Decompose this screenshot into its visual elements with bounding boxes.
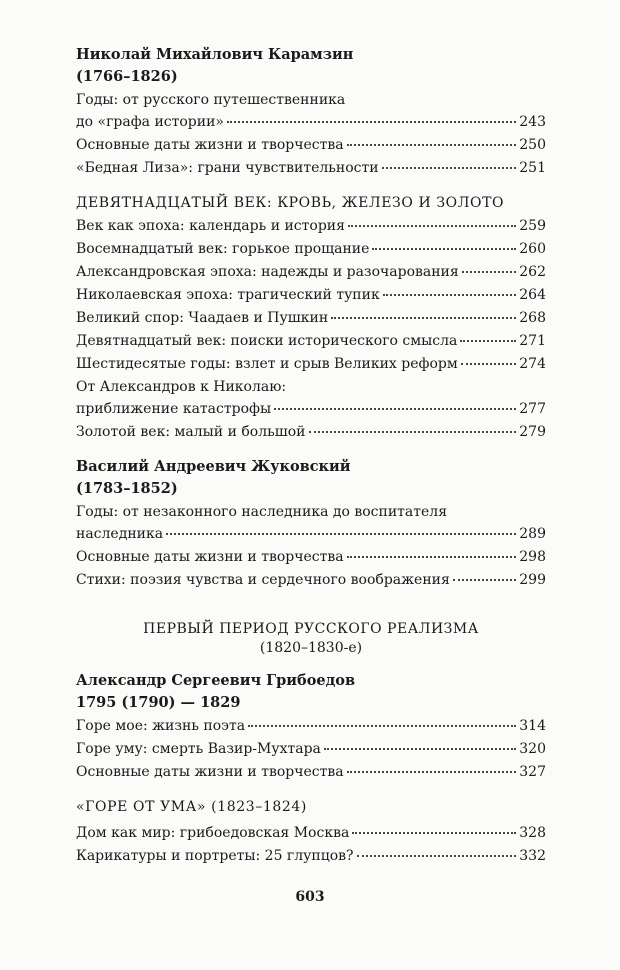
toc-entry[interactable] xyxy=(76,376,546,420)
dot-leader xyxy=(248,724,516,727)
author-years: 1795 (1790) — 1829 xyxy=(76,694,241,711)
toc-entry[interactable] xyxy=(76,330,546,352)
author-years: (1783–1852) xyxy=(76,480,178,497)
entry-page: 274 xyxy=(519,356,546,372)
section-heading: ДЕВЯТНАДЦАТЫЙ ВЕК: КРОВЬ, ЖЕЛЕЗО И ЗОЛОТО xyxy=(76,195,505,211)
period-dates: (1820–1830-е) xyxy=(259,640,363,656)
dot-leader xyxy=(274,407,516,410)
dot-leader xyxy=(227,120,516,123)
entry-page: 251 xyxy=(519,160,546,176)
toc-entry[interactable] xyxy=(76,715,546,737)
entry-title: Золотой век: малый и большой xyxy=(76,424,306,440)
entry-page: 277 xyxy=(519,401,546,417)
toc-entry[interactable] xyxy=(76,569,546,591)
dot-leader xyxy=(453,578,516,581)
toc-entry[interactable] xyxy=(76,157,546,179)
entry-page: 243 xyxy=(519,114,546,130)
entry-page: 328 xyxy=(519,825,546,841)
entry-page: 259 xyxy=(519,218,546,234)
entry-title: Основные даты жизни и творчества xyxy=(76,137,344,153)
dot-leader xyxy=(347,770,517,773)
entry-title: Горе уму: смерть Вазир-Мухтара xyxy=(76,741,321,757)
dot-leader xyxy=(348,224,516,227)
table-of-contents xyxy=(76,44,546,867)
toc-entry[interactable] xyxy=(76,134,546,156)
author-heading-karamzin xyxy=(76,44,546,88)
entry-title: наследника xyxy=(76,526,164,542)
section-heading: «ГОРЕ ОТ УМА» (1823–1824) xyxy=(76,799,307,815)
entry-title: «Бедная Лиза»: грани чувствительности xyxy=(76,160,379,176)
entry-title: Горе мое: жизнь поэта xyxy=(76,718,246,734)
dot-leader xyxy=(372,247,516,250)
dot-leader xyxy=(352,831,516,834)
author-years: (1766–1826) xyxy=(76,68,178,85)
toc-entry[interactable] xyxy=(76,284,546,306)
period-title: ПЕРВЫЙ ПЕРИОД РУССКОГО РЕАЛИЗМА xyxy=(143,621,479,637)
entry-page: 268 xyxy=(519,310,546,326)
dot-leader xyxy=(331,316,516,319)
author-heading-griboedov xyxy=(76,670,546,714)
dot-leader xyxy=(166,532,516,535)
entry-title: Основные даты жизни и творчества xyxy=(76,764,344,780)
dot-leader xyxy=(383,293,517,296)
entry-title-line1: Годы: от незаконного наследника до воспитателя xyxy=(76,504,448,520)
dot-leader xyxy=(309,430,517,433)
entry-page: 279 xyxy=(519,424,546,440)
dot-leader xyxy=(347,143,517,146)
entry-page: 320 xyxy=(519,741,546,757)
dot-leader xyxy=(324,747,516,750)
entry-page: 327 xyxy=(519,764,546,780)
author-heading-zhukovsky xyxy=(76,456,546,500)
period-heading xyxy=(76,620,546,658)
dot-leader xyxy=(357,854,517,857)
entry-page: 264 xyxy=(519,287,546,303)
entry-title-line1: Годы: от русского путешественника xyxy=(76,92,346,108)
entry-title: приближение катастрофы xyxy=(76,401,272,417)
toc-entry[interactable] xyxy=(76,738,546,760)
entry-title-line1: От Александров к Николаю: xyxy=(76,379,287,395)
author-name: Александр Сергеевич Грибоедов xyxy=(76,672,356,689)
toc-entry[interactable] xyxy=(76,845,546,867)
toc-entry[interactable] xyxy=(76,761,546,783)
entry-title: Век как эпоха: календарь и история xyxy=(76,218,345,234)
entry-title: Александровская эпоха: надежды и разочарования xyxy=(76,264,459,280)
entry-title: Карикатуры и портреты: 25 глупцов? xyxy=(76,848,354,864)
entry-title: Николаевская эпоха: трагический тупик xyxy=(76,287,380,303)
entry-page: 271 xyxy=(519,333,546,349)
toc-entry[interactable] xyxy=(76,307,546,329)
entry-page: 314 xyxy=(519,718,546,734)
toc-entry[interactable] xyxy=(76,546,546,568)
dot-leader xyxy=(462,270,517,273)
entry-title: Стихи: поэзия чувства и сердечного воображения xyxy=(76,572,450,588)
dot-leader xyxy=(460,339,516,342)
entry-title: Великий спор: Чаадаев и Пушкин xyxy=(76,310,329,326)
page-number: 603 xyxy=(295,889,325,905)
toc-entry[interactable] xyxy=(76,501,546,545)
toc-entry[interactable] xyxy=(76,822,546,844)
toc-entry[interactable] xyxy=(76,353,546,375)
entry-page: 298 xyxy=(519,549,546,565)
toc-entry[interactable] xyxy=(76,215,546,237)
entry-page: 260 xyxy=(519,241,546,257)
entry-page: 299 xyxy=(519,572,546,588)
toc-entry[interactable] xyxy=(76,238,546,260)
entry-page: 332 xyxy=(519,848,546,864)
toc-entry[interactable] xyxy=(76,89,546,133)
entry-title: Шестидесятые годы: взлет и срыв Великих реформ xyxy=(76,356,458,372)
entry-title: Дом как мир: грибоедовская Москва xyxy=(76,825,350,841)
entry-page: 250 xyxy=(519,137,546,153)
author-name: Василий Андреевич Жуковский xyxy=(76,458,351,475)
toc-entry[interactable] xyxy=(76,261,546,283)
dot-leader xyxy=(382,166,517,169)
dot-leader xyxy=(461,362,517,365)
entry-title: Основные даты жизни и творчества xyxy=(76,549,344,565)
toc-entry[interactable] xyxy=(76,421,546,443)
entry-title: Девятнадцатый век: поиски исторического смысла xyxy=(76,333,458,349)
entry-page: 262 xyxy=(519,264,546,280)
entry-title: Восемнадцатый век: горькое прощание xyxy=(76,241,370,257)
entry-title: до «графа истории» xyxy=(76,114,224,130)
author-name: Николай Михайлович Карамзин xyxy=(76,46,354,63)
dot-leader xyxy=(347,555,517,558)
entry-page: 289 xyxy=(519,526,546,542)
